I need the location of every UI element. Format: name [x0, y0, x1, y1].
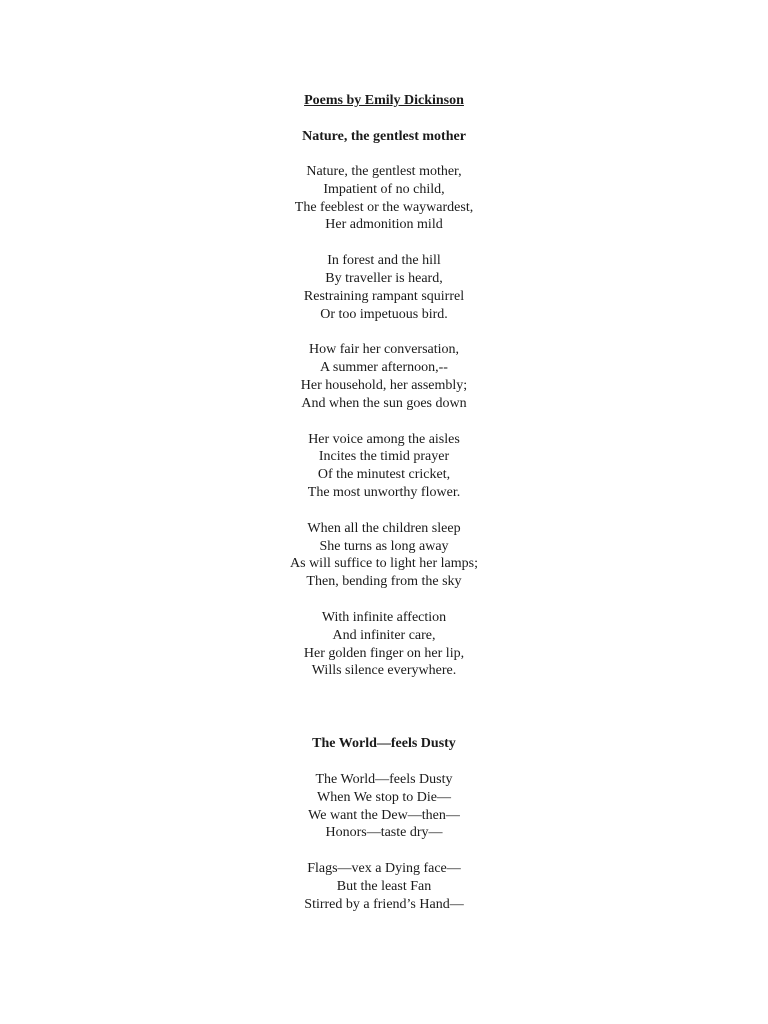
poem-line: A summer afternoon,--	[320, 360, 448, 376]
poem-line: Nature, the gentlest mother,	[306, 164, 462, 179]
poem-line: The World—feels Dusty	[315, 772, 453, 787]
poem-line: Her voice among the aisles	[308, 431, 460, 447]
poem-line: Flags—vex a Dying face—	[307, 861, 461, 877]
poem-title: Nature, the gentlest mother	[302, 129, 466, 144]
poem-line: And when the sun goes down	[301, 395, 467, 411]
poem-line: We want the Dew—then—	[308, 807, 460, 823]
poem-line: In forest and the hill	[327, 253, 441, 269]
poem-line: Her golden finger on her lip,	[303, 645, 465, 661]
poem-line: By traveller is heard,	[325, 270, 443, 286]
poem-line: Wills silence everywhere.	[311, 663, 457, 679]
stanza	[0, 609, 768, 680]
poem-line: When We stop to Die—	[317, 789, 451, 805]
poem-line: The most unworthy flower.	[307, 484, 461, 500]
stanza	[0, 341, 768, 412]
poem-body	[0, 771, 768, 932]
poem-line: When all the children sleep	[307, 520, 461, 536]
poem-line: Restraining rampant squirrel	[303, 288, 465, 304]
stanza	[0, 163, 768, 234]
stanza	[0, 771, 768, 842]
poem-line: Impatient of no child,	[323, 181, 445, 197]
poem-line: Or too impetuous bird.	[320, 306, 448, 322]
document-title: Poems by Emily Dickinson	[304, 93, 464, 108]
poem-line: She turns as long away	[319, 538, 449, 554]
poem-line: With infinite affection	[321, 609, 447, 625]
stanza	[0, 252, 768, 323]
poem-line: The feeblest or the waywardest,	[294, 199, 474, 215]
poem-line: Stirred by a friend’s Hand—	[304, 896, 464, 912]
poem-line: How fair her conversation,	[308, 342, 460, 358]
poem-line: Incites the timid prayer	[318, 449, 450, 465]
poem-title: The World—feels Dusty	[312, 736, 456, 751]
poem-body	[0, 163, 768, 698]
stanza	[0, 431, 768, 502]
stanza	[0, 860, 768, 913]
poem-line: Her admonition mild	[325, 217, 443, 233]
poem-line: Honors—taste dry—	[325, 825, 443, 841]
poem-line: And infiniter care,	[332, 627, 436, 643]
poem-line: Her household, her assembly;	[300, 377, 468, 393]
poem-line: As will suffice to light her lamps;	[290, 556, 478, 572]
poem-line: Then, bending from the sky	[306, 574, 462, 590]
poem-line: Of the minutest cricket,	[317, 467, 451, 483]
stanza	[0, 520, 768, 591]
poem-line: But the least Fan	[336, 878, 432, 894]
